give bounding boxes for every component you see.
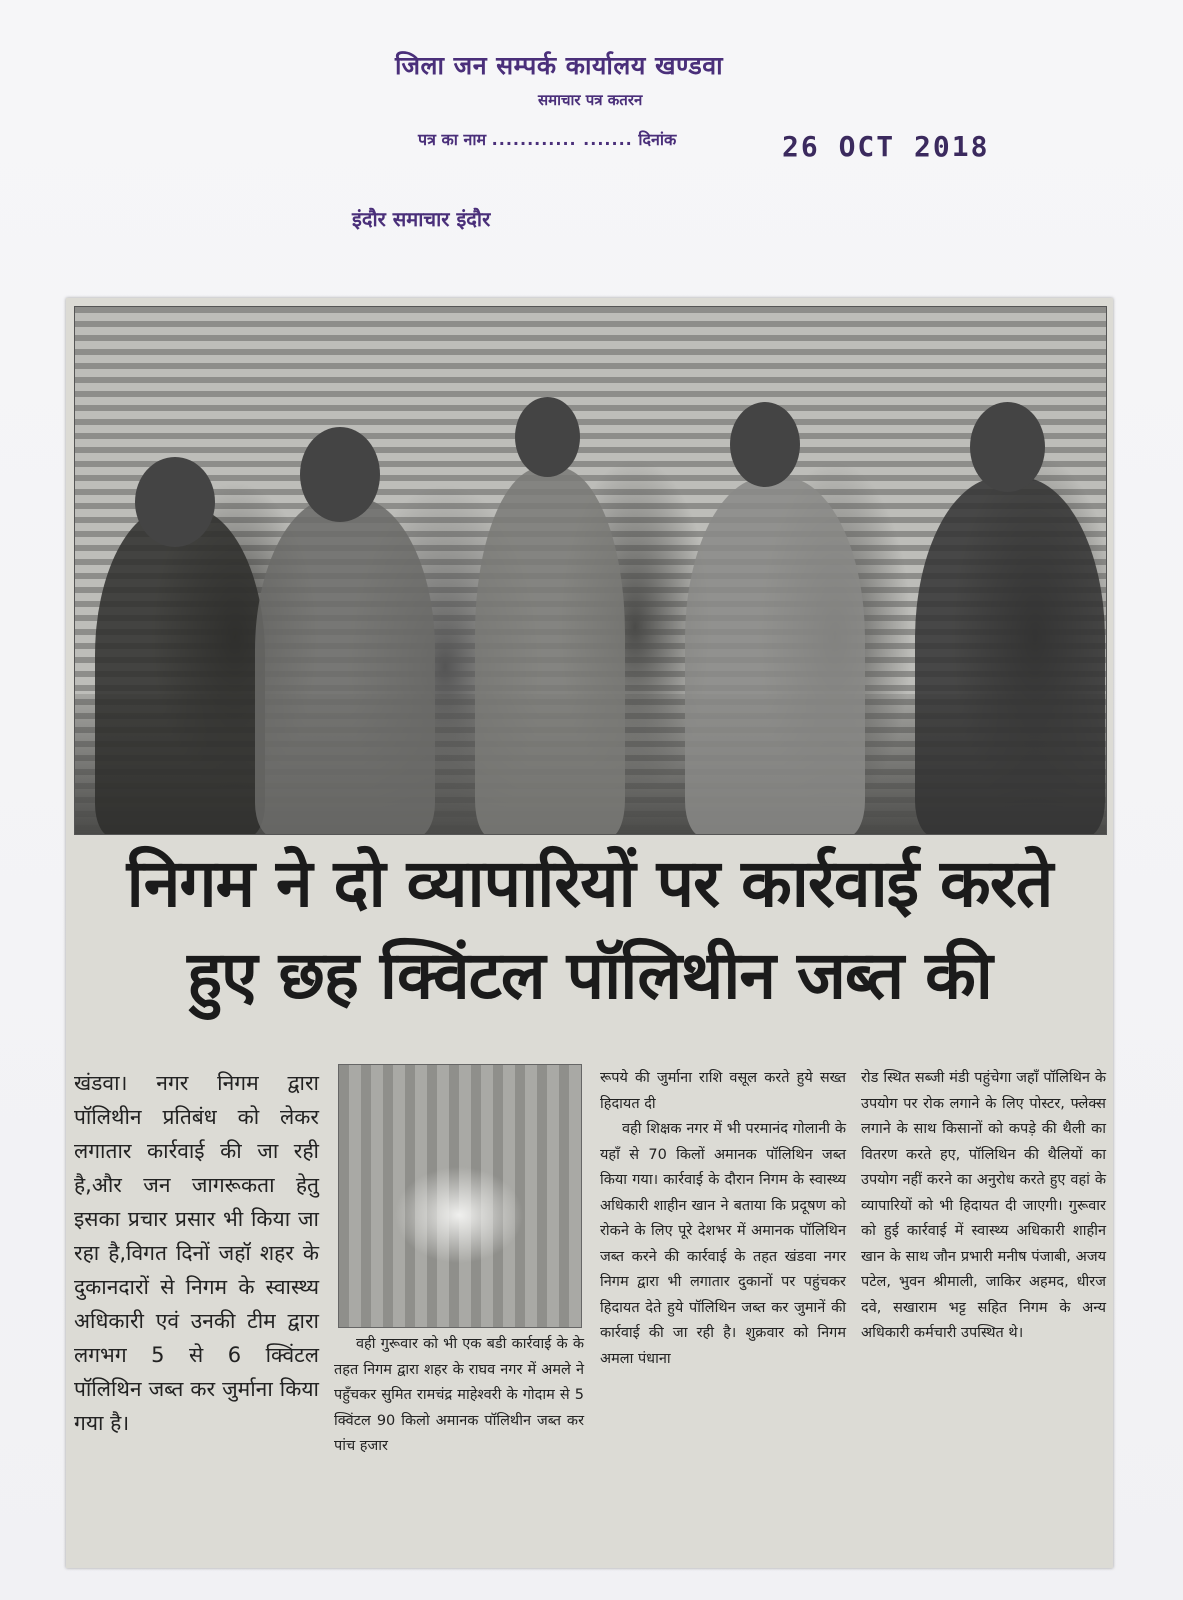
- article-column-2: वही गुरूवार को भी एक बडी कार्रवाई के के तहत निगम द्वारा शहर के राघव नगर में अमले ने पहुँचकर सुमित रामचंद्र माहेश्वरी के गोदाम से 5 क्विंटल 90 किलो अमानक पॉलिथीन जब्त कर पांच हजार: [334, 1336, 584, 1454]
- photo-person: [255, 497, 435, 835]
- article-column-4: रोड स्थित सब्जी मंडी पहुंचेगा जहाँ पॉलिथिन के उपयोग पर रोक लगाने के लिए पोस्टर, फ्लेक्स लगाने के साथ किसानों को कपड़े की थैली का वितरण करते हए, पॉलिथिन की थैलियों का उपयोग नहीं करने का अनुरोध करते हुए वहां के व्यापारियों को भी हिदायत दी जाएगी। गुरूवार को हुई कार्रवाई में स्वास्थ्य अधिकारी शाहीन खान के साथ जौन प्रभारी मनीष पंजाबी, अजय पटेल, भुवन श्रीमाली, जाकिर अहमद, धीरज दवे, सखाराम भट्ट सहित निगम के अन्य अधिकारी कर्मचारी उपस्थित थे।: [861, 1070, 1106, 1341]
- column-3-paragraph-1: रूपये की जुर्माना राशि वसूल करते हुये सख्त हिदायत दी: [600, 1070, 846, 1112]
- photo-head: [970, 402, 1045, 492]
- photo-person: [915, 477, 1105, 835]
- article-headline: [66, 838, 1113, 1022]
- stamp-dots: ............ .......: [491, 130, 633, 149]
- photo-head: [300, 427, 380, 522]
- stamp-date-label: दिनांक: [638, 130, 677, 149]
- photo-head: [135, 457, 215, 547]
- photo-person: [95, 507, 265, 835]
- stamp-paper-label: पत्र का नाम: [418, 130, 487, 149]
- stamp-date: 26 OCT 2018: [782, 130, 990, 163]
- inset-photo-polythene: [338, 1064, 582, 1328]
- photo-head: [730, 402, 800, 487]
- stamp-paper-line: [418, 128, 676, 150]
- headline-line-2: हुए छह क्विंटल पॉलिथीन जब्त की: [187, 937, 992, 1014]
- photo-person: [685, 477, 865, 835]
- stamp-office-name: जिला जन सम्पर्क कार्यालय खण्डवा: [395, 51, 724, 80]
- article-column-1: खंडवा। नगर निगम द्वारा पॉलिथीन प्रतिबंध को लेकर लगातार कार्रवाई की जा रही है,और जन जागरूकता हेतु इसका प्रचार प्रसार भी किया जा रहा है,विगत दिनों जहॉ शहर के दुकानदारों से निगम के स्वास्थ्य अधिकारी एवं उनकी टीम द्वारा लगभग 5 से 6 क्विंटल पॉलिथिन जब्त कर जुर्माना किया गया है।: [74, 1071, 319, 1435]
- article-body: [66, 1058, 1113, 1558]
- stamp-subtitle: समाचार पत्र कतरन: [538, 91, 643, 109]
- photo-person: [475, 467, 625, 835]
- news-photo-officials: [74, 306, 1107, 835]
- newspaper-clipping: [66, 298, 1113, 1568]
- article-column-3: [600, 1066, 846, 1372]
- headline-line-1: निगम ने दो व्यापारियों पर कार्रवाई करते: [126, 845, 1053, 922]
- column-3-paragraph-2: वही शिक्षक नगर में भी परमानंद गोलानी के यहाँ से 70 किलों अमानक पॉलिथिन जब्त किया गया। कार्रवाई के दौरान निगम के स्वास्थ्य अधिकारी शाहीन खान ने बताया कि प्रदूषण को रोकने के लिए पूरे देशभर में अमानक पॉलिथिन जब्त करने की कार्रवाई के तहत खंडवा नगर निगम द्वारा भी लगातार दुकानों पर पहुंचकर हिदायत देते हुये पॉलिथिन जब्त कर जुमानें की कार्रवाई की जा रही है। शुक्रवार को निगम अमला पंधाना: [600, 1121, 846, 1367]
- stamp-source-newspaper: इंदौर समाचार इंदौर: [352, 207, 491, 231]
- photo-head: [515, 397, 580, 477]
